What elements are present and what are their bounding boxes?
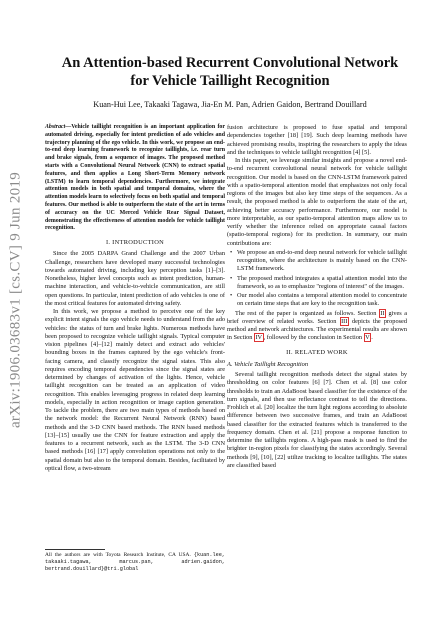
- subsection-heading: A. Vehicle Taillight Recognition: [227, 360, 309, 368]
- related-paragraph-1: Several taillight recognition methods detect the signal states by thresholding on color features [6] [7]. Chen et al. [8] use color thresholds to train an AdaBoost based classifier for the existence of the turn signals, and then use reflectance contrast to tell the directions. Frohlich et al. [20] localize the turn light regions according to absolute difference between two successive frames, and train an AdaBoost based classifier for the extracted features which is transferred to the frequency domain. Chen et al. [21] propose a response function to determine the taillights regions. A high-pass mask is used to find the brighter in-region pixels for classifying the states accordingly. Several methods [9], [10], [22] utilize tracking to localize taillights. The states are classified based: [227, 371, 407, 469]
- intro-paragraph-1: Since the 2005 DARPA Grand Challenge and the 2007 Urban Challenge, researchers have developed many successful technologies towards automated driving, including key perception tasks [1]–[3]. Nonetheless, higher level concepts such as intent prediction, human-machine interaction, and vehicle-to-vehicle communication, are still open questions. In particular, intent prediction of ado vehicles is one of the most critical features for automated driving safety.: [45, 250, 225, 307]
- organization-text: , followed by the conclusion in Section: [263, 334, 364, 342]
- affiliation-footnote: [45, 552, 225, 572]
- footnote-divider: [45, 549, 105, 550]
- organization-text: The rest of the paper is organized as follows. Section: [235, 309, 379, 317]
- organization-text: gives a brief overview of related works. Section: [227, 309, 407, 325]
- intro-paragraph-2: In this work, we propose a method to perceive one of the key explicit intent signals the ego vehicle needs to understand from the ado vehicles: the status of turn and brake lights. Numerous methods have been proposed to recognize vehicle taillight signals. Typical computer vision pipelines [4]–[12] mainly detect and extract ado vehicles' bounding boxes in the frames captured by the ego vehicle's front-facing camera, and classify recognize the signal states. This also requires encoding temporal dependencies since the signal states are determined by changes of activation of the lights. Hence, vehicle taillight recognition can be treated as an application of video recognition. This enables leveraging progress in related deep learning models, especially in action recognition or image caption generation. To tackle the problem, there are two main types of methods based on the network model: the Recurrent Neural Network (RNN) based methods and the 3-D CNN based methods. The RNN based methods [13]–[15] usually use the CNN for feature extraction and apply the features to a recurrent network, such as the LSTM. The 3-D CNN based methods [16] [17] apply convolution operations not only to the spatial domain but also to the temporal domain. Besides, facilitated by optical flow, a two-stream: [45, 308, 225, 472]
- contribution-item: • The proposed method integrates a spatial attention model into the framework, so as to emphasize "regions of interest" of the images.: [227, 275, 407, 292]
- organization-text: depicts the proposed method and network architectures. The experimental results are shown in Section: [227, 317, 407, 342]
- section-heading-related-work: II. RELATED WORK: [286, 348, 348, 356]
- right-column: [227, 124, 407, 470]
- contribution-item: • We propose an end-to-end deep neural network for vehicle taillight recognition, where the architecture is mainly based on the CNN-LSTM framework.: [227, 249, 407, 274]
- arxiv-sidebar-stamp: [6, 150, 26, 450]
- abstract-label: Abstract: [45, 124, 66, 130]
- section-ref-link[interactable]: V: [365, 334, 370, 342]
- title-line-2: for Vehicle Taillight Recognition: [130, 73, 330, 89]
- left-column: [45, 124, 225, 473]
- title-line-1: An Attention-based Recurrent Convolutional Network: [61, 55, 399, 71]
- right-paragraph-1: fusion architecture is proposed to fuse spatial and temporal dependencies together [18] [19]. Such deep learning methods have achieved promising results, inspiring the researchers to apply the ideas and the techniques to vehicle taillight recognition [4] [5].: [227, 124, 407, 156]
- paper-title: [40, 54, 420, 90]
- abstract: [45, 124, 225, 233]
- section-ref-link[interactable]: II: [380, 309, 385, 317]
- contribution-item: • Our model also contains a temporal attention model to concentrate on certain time steps that are key to the recognition task.: [227, 292, 407, 309]
- section-ref-link[interactable]: IV: [255, 334, 263, 342]
- right-paragraph-2: In this paper, we leverage similar insights and propose a novel end-to-end recurrent convolutional neural network for vehicle taillight recognition. Our model is based on the CNN-LSTM framework paired with a spatio-temporal attention model that emphasizes not only focal regions of the images but also key time steps of the sequences. As a result, the proposed method is able to outperform the state of the art, achieving better accuracy performance. Furthermore, our model is more interpretable, as our spatio-temporal attention maps allow us to verify whether the inference relied on appropriate causal factors (spatio-temporal regions) for its prediction. In summary, our main contributions are:: [227, 157, 407, 247]
- footnote-text: All the authors are with Toyota Research Institute, CA USA.: [45, 552, 191, 558]
- section-heading-introduction: I. INTRODUCTION: [105, 239, 165, 247]
- organization-text: .: [371, 334, 373, 342]
- author-list: Kuan-Hui Lee, Takaaki Tagawa, Jia-En M. Pan, Adrien Gaidon, Bertrand Douillard: [93, 100, 367, 109]
- contribution-list: [227, 249, 407, 309]
- abstract-text: —Vehicle taillight recognition is an important application for automated driving, especially for intent prediction of ado vehicles and trajectory planning of the ego vehicle. In this work, we propose an end-to-end deep learning framework to recognize taillights, i.e. rear turn and brake signals, from a sequence of images. The proposed method starts with a Convolutional Neural Network (CNN) to extract spatial features, and then applies a Long Short-Term Memory network (LSTM) to learn temporal dependencies. Furthermore, we integrate attention models in both spatial and temporal domains, where the attention models learn to selectively focus on both spatial and temporal features. Our method is able to outperform the state of the art in terms of accuracy on the UC Merced Vehicle Rear Signal Dataset, demonstrating the effectiveness of attention models for vehicle taillight recognition.: [45, 124, 225, 232]
- section-ref-link[interactable]: III: [341, 317, 348, 325]
- author-emails: {kuan.lee, takaaki.tagawa, marcus.pan, adrien.gaidon, bertrand.douillard}@tri.global: [45, 552, 225, 572]
- arxiv-identifier: arXiv:1906.03683v1 [cs.CV] 9 Jun 2019: [7, 171, 24, 429]
- organization-paragraph: [227, 310, 407, 343]
